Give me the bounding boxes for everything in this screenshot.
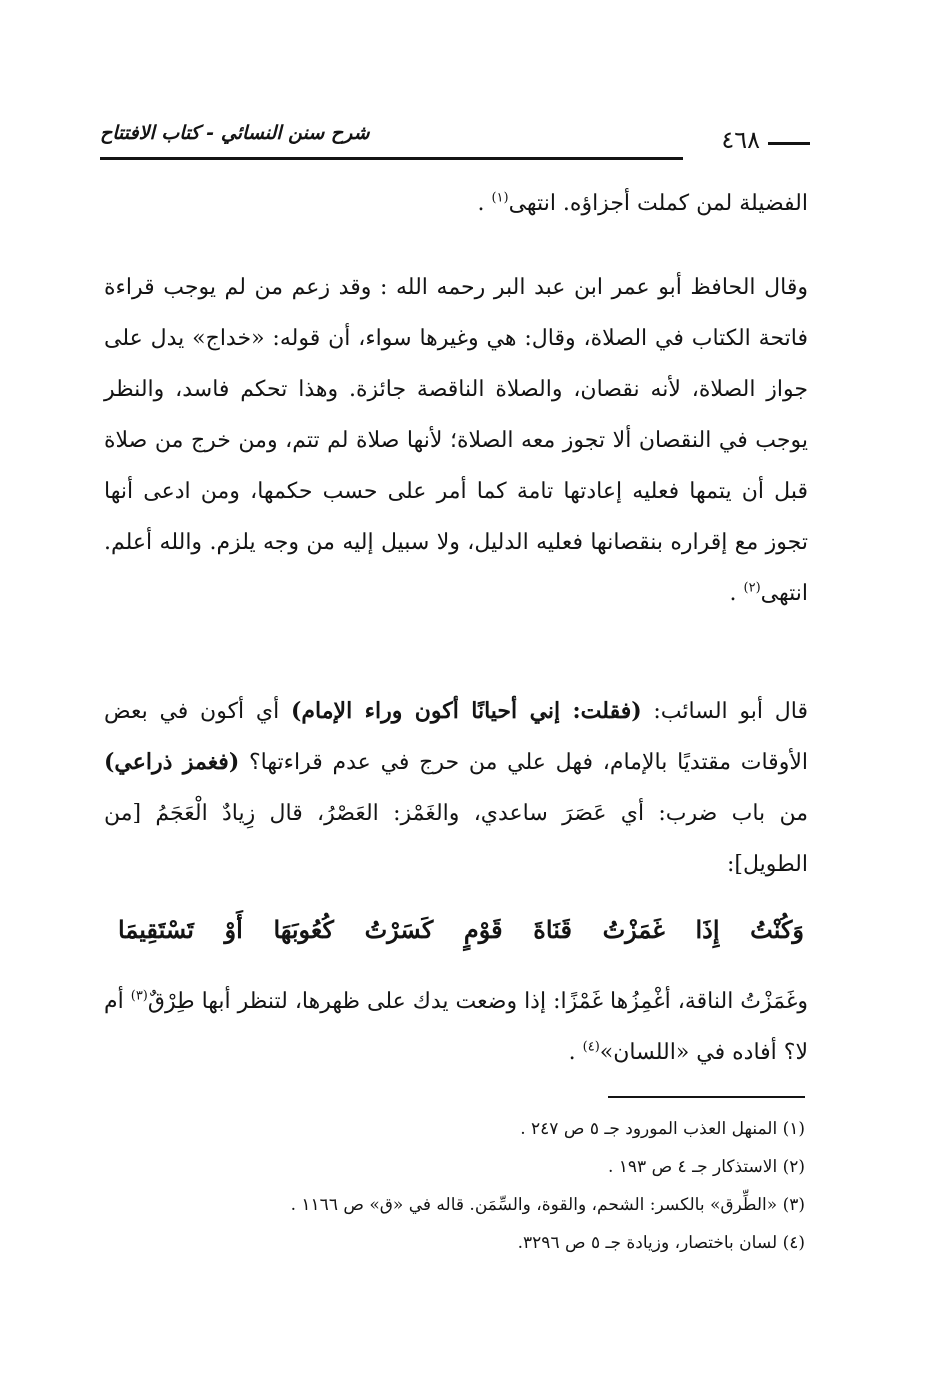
paragraph-3-lexical: من باب ضرب: أي عَصَرَ ساعدي، والغَمْز: العَصْرُ، قال زِيادٌ الْعَجَمُ [من الطويل]: [104, 801, 808, 877]
running-header [100, 118, 810, 158]
paragraph-4 [104, 976, 808, 1078]
paragraph-1-end: . [477, 191, 492, 216]
footnote-1: (١) المنهل العذب المورود جـ ٥ ص ٢٤٧ . [520, 1119, 805, 1139]
paragraph-2 [104, 262, 808, 619]
paragraph-1-text: الفضيلة لمن كملت أجزاؤه. انتهى [508, 191, 808, 216]
paragraph-3-explanation: أي أكون في بعض الأوقات مقتديًا بالإمام، فهل علي من حرج في عدم قراءتها؟ [104, 699, 808, 775]
poetry-verse: وَكُنْتُ إِذَا غَمَزْتُ قَنَاةَ قَوْمٍ كَسَرْتُ كُعُوبَهَا أَوْ تَسْتَقِيمَا [118, 915, 804, 944]
footnote-ref-1: (١) [491, 190, 509, 206]
header-rule [100, 157, 683, 160]
page-number: ٤٦٨ [721, 126, 760, 154]
paragraph-1 [104, 178, 808, 229]
page-number-dash [768, 142, 810, 145]
footnote-separator [608, 1096, 805, 1098]
footnote-ref-2: (٢) [743, 580, 761, 596]
footnote-3: (٣) «الطِّرق» بالكسر: الشحم، والقوة، والسِّمَن. قاله في «ق» ص ١١٦٦ . [290, 1195, 805, 1215]
quoted-hadith-text-2: (فغمز ذراعي) [104, 749, 240, 775]
paragraph-4-text: وغَمَزْتُ الناقة، أغْمِزُها غَمْزًا: إذا وضعت يدك على ظهرها، لتنظر أبها طِرْقٌ [147, 989, 808, 1014]
footnote-2: (٢) الاستذكار جـ ٤ ص ١٩٣ . [607, 1157, 805, 1177]
footnote-ref-3: (٣) [130, 988, 148, 1004]
quoted-hadith-text: (فقلت: إني أحيانًا أكون وراء الإمام) [291, 698, 642, 724]
paragraph-3 [104, 686, 808, 890]
footnotes [150, 1110, 805, 1262]
paragraph-4-end: . [568, 1040, 583, 1065]
header-title: شرح سنن النسائي - كتاب الافتتاح [100, 122, 370, 144]
paragraph-2-text: وقال الحافظ أبو عمر ابن عبد البر رحمه الله : وقد زعم من لم يوجب قراءة فاتحة الكتاب في الصلاة، وقال: هي وغيرها سواء، أن قوله: «خداج» يدل على جواز الصلاة، لأنه نقصان، والصلاة الناقصة جائزة. وهذا تحكم فاسد، والنظر يوجب في النقصان ألا تجوز معه الصلاة؛ لأنها صلاة لم تتم، ومن خرج من صلاة قبل أن يتمها فعليه إعادتها تامة كما أمر على حسب حكمها، ومن ادعى أنها تجوز مع إقراره بنقصانها فعليه الدليل، ولا سبيل إليه من وجه يلزم. والله أعلم. انتهى [104, 275, 808, 606]
paragraph-2-end: . [729, 581, 744, 606]
paragraph-4-text-2: أم لا؟ أفاده في «اللسان» [104, 989, 808, 1065]
footnote-ref-4: (٤) [582, 1039, 600, 1055]
paragraph-3-intro: قال أبو السائب: [641, 699, 808, 724]
footnote-4: (٤) لسان باختصار، وزيادة جـ ٥ ص ٣٢٩٦. [517, 1233, 805, 1253]
